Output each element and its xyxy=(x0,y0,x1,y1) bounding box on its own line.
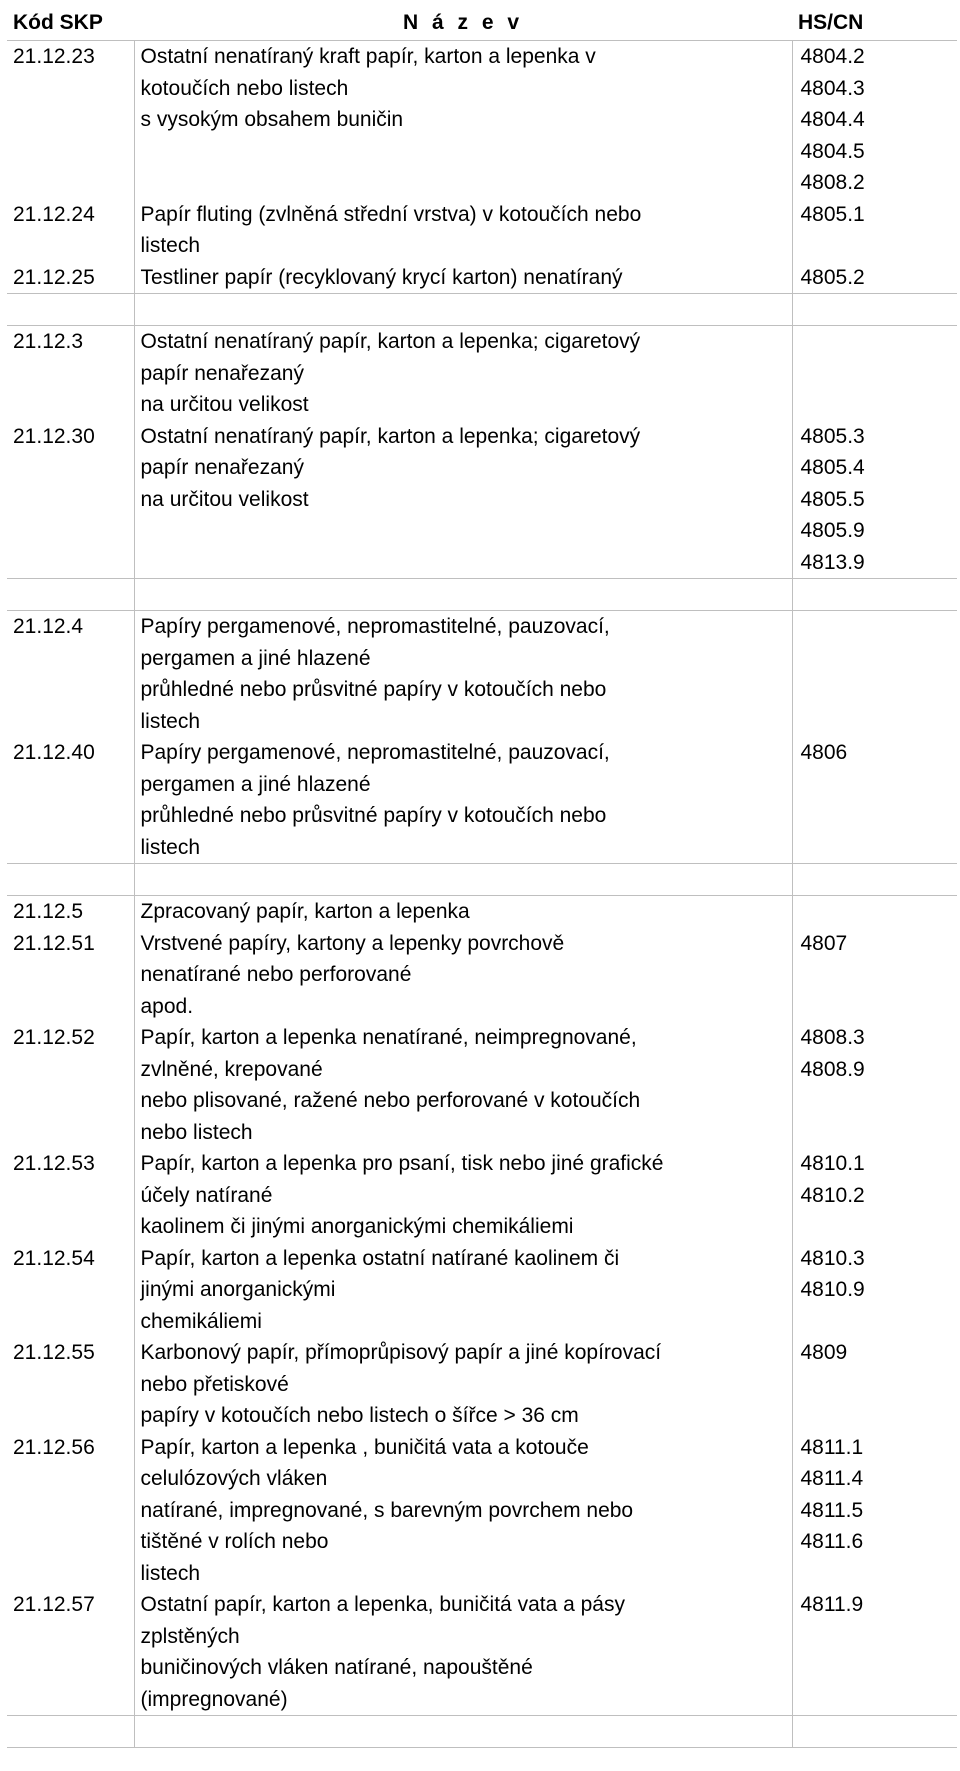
name-line: zvlněné, krepované xyxy=(140,1057,323,1081)
hs-code: 4808.9 xyxy=(800,1057,865,1081)
name-line: Papíry pergamenové, nepromastitelné, pauzovací, xyxy=(140,741,610,764)
table-row xyxy=(7,262,957,294)
name-cell xyxy=(134,1589,792,1716)
skp-code-cell: 21.12.51 xyxy=(7,928,134,1023)
hs-cn-cell xyxy=(792,1243,957,1338)
name-line: Zpracovaný papír, karton a lepenka xyxy=(140,900,470,923)
name-line: listech xyxy=(140,835,201,859)
hs-code: 4810.3 xyxy=(800,1246,865,1270)
table-row xyxy=(7,326,957,421)
name-line: pergamen a jiné hlazené xyxy=(140,646,371,670)
empty-cell xyxy=(7,864,134,896)
name-line: papíry v kotoučích nebo listech o šířce > 36 cm xyxy=(140,1404,579,1427)
separator-row xyxy=(7,864,957,896)
hs-code: 4807 xyxy=(800,931,848,955)
hs-code: 4805.5 xyxy=(800,487,865,511)
name-line: Ostatní papír, karton a lepenka, buničitá vata a pásy xyxy=(140,1593,625,1616)
classification-table-page xyxy=(7,6,957,1748)
name-line: Vrstvené papíry, kartony a lepenky povrchově xyxy=(140,931,565,955)
empty-cell xyxy=(134,864,792,896)
name-line: pergamen a jiné hlazené xyxy=(140,772,371,796)
table-row xyxy=(7,1589,957,1716)
name-line: Ostatní nenatíraný kraft papír, karton a lepenka v xyxy=(140,45,596,68)
hs-cn-cell xyxy=(792,896,957,928)
name-line: nebo přetiskové xyxy=(140,1372,289,1396)
separator-row xyxy=(7,579,957,611)
hs-code: 4804.4 xyxy=(800,108,865,131)
name-cell xyxy=(134,896,792,928)
table-row xyxy=(7,737,957,864)
name-line: natírané, impregnované, s barevným povrchem nebo xyxy=(140,1498,634,1522)
hs-code: 4810.9 xyxy=(800,1278,865,1301)
empty-cell xyxy=(792,294,957,326)
empty-cell xyxy=(792,579,957,611)
name-cell xyxy=(134,737,792,864)
header-name: N á z e v xyxy=(134,6,792,41)
hs-code: 4805.4 xyxy=(800,456,865,479)
skp-code-cell: 21.12.4 xyxy=(7,611,134,738)
name-line: listech xyxy=(140,1561,201,1585)
name-line: účely natírané xyxy=(140,1183,273,1207)
name-cell xyxy=(134,262,792,294)
name-cell xyxy=(134,1148,792,1243)
separator-row xyxy=(7,294,957,326)
name-line: na určitou velikost xyxy=(140,487,309,511)
name-line: Ostatní nenatíraný papír, karton a lepenka; cigaretový xyxy=(140,330,641,353)
skp-code-cell: 21.12.57 xyxy=(7,1589,134,1716)
skp-code-cell: 21.12.55 xyxy=(7,1337,134,1432)
hs-code: 4804.3 xyxy=(800,76,865,100)
hs-cn-cell xyxy=(792,1432,957,1590)
hs-code: 4808.3 xyxy=(800,1026,865,1049)
hs-code: 4810.2 xyxy=(800,1183,865,1207)
hs-cn-cell xyxy=(792,1589,957,1716)
hs-cn-cell xyxy=(792,1337,957,1432)
skp-code-cell: 21.12.24 xyxy=(7,199,134,262)
classification-table xyxy=(7,6,957,1748)
hs-code: 4811.6 xyxy=(800,1530,864,1553)
name-line: průhledné nebo průsvitné papíry v kotoučích nebo xyxy=(140,678,607,701)
table-row xyxy=(7,1243,957,1338)
empty-cell xyxy=(7,294,134,326)
hs-cn-cell xyxy=(792,421,957,579)
hs-code: 4809 xyxy=(800,1341,848,1364)
name-cell xyxy=(134,199,792,262)
hs-code: 4813.9 xyxy=(800,550,865,574)
name-line: Papír, karton a lepenka pro psaní, tisk nebo jiné grafické xyxy=(140,1152,664,1175)
table-row xyxy=(7,928,957,1023)
name-line: Papír fluting (zvlněná střední vrstva) v kotoučích nebo xyxy=(140,202,642,226)
name-line: zplstěných xyxy=(140,1624,240,1648)
name-line: listech xyxy=(140,709,201,733)
name-line: kaolinem či jinými anorganickými chemikáliemi xyxy=(140,1215,574,1238)
name-line: Karbonový papír, přímoprůpisový papír a jiné kopírovací xyxy=(140,1341,662,1364)
name-line: (impregnované) xyxy=(140,1687,288,1711)
hs-code: 4804.5 xyxy=(800,139,865,163)
hs-code: 4811.1 xyxy=(800,1435,864,1459)
hs-code: 4811.9 xyxy=(800,1593,864,1616)
name-cell xyxy=(134,326,792,421)
skp-code-cell: 21.12.56 xyxy=(7,1432,134,1590)
skp-code-cell: 21.12.23 xyxy=(7,41,134,199)
name-line: průhledné nebo průsvitné papíry v kotoučích nebo xyxy=(140,804,607,827)
hs-code: 4810.1 xyxy=(800,1152,865,1175)
empty-cell xyxy=(134,1716,792,1748)
empty-cell xyxy=(792,1716,957,1748)
name-cell xyxy=(134,611,792,738)
table-row xyxy=(7,611,957,738)
name-line: Papír, karton a lepenka ostatní natírané kaolinem či xyxy=(140,1246,620,1270)
name-cell xyxy=(134,421,792,579)
table-body xyxy=(7,41,957,1748)
name-line: Papíry pergamenové, nepromastitelné, pauzovací, xyxy=(140,615,610,638)
name-line: Papír, karton a lepenka , buničitá vata a kotouče xyxy=(140,1435,589,1459)
empty-cell xyxy=(134,294,792,326)
hs-cn-cell xyxy=(792,1148,957,1243)
hs-code: 4805.1 xyxy=(800,202,865,226)
hs-code: 4806 xyxy=(800,741,848,764)
name-line: kotoučích nebo listech xyxy=(140,76,349,100)
hs-cn-cell xyxy=(792,41,957,199)
name-cell xyxy=(134,1432,792,1590)
skp-code-cell: 21.12.3 xyxy=(7,326,134,421)
name-line: jinými anorganickými xyxy=(140,1278,336,1301)
name-line: chemikáliemi xyxy=(140,1309,262,1333)
hs-cn-cell xyxy=(792,611,957,738)
hs-code: 4811.5 xyxy=(800,1498,864,1522)
empty-cell xyxy=(7,1716,134,1748)
name-line: s vysokým obsahem buničin xyxy=(140,108,404,131)
hs-code: 4804.2 xyxy=(800,45,865,68)
separator-row xyxy=(7,1716,957,1748)
hs-cn-cell xyxy=(792,737,957,864)
table-row xyxy=(7,1148,957,1243)
name-cell xyxy=(134,928,792,1023)
skp-code-cell: 21.12.25 xyxy=(7,262,134,294)
name-line: nebo plisované, ražené nebo perforované v kotoučích xyxy=(140,1089,641,1112)
skp-code-cell: 21.12.54 xyxy=(7,1243,134,1338)
skp-code-cell: 21.12.40 xyxy=(7,737,134,864)
skp-code-cell: 21.12.30 xyxy=(7,421,134,579)
name-line: papír nenařezaný xyxy=(140,456,304,479)
name-line: Papír, karton a lepenka nenatírané, neimpregnované, xyxy=(140,1026,637,1049)
table-row xyxy=(7,1432,957,1590)
name-line: buničinových vláken natírané, napouštěné xyxy=(140,1656,533,1679)
name-cell xyxy=(134,1022,792,1148)
table-row xyxy=(7,1337,957,1432)
skp-code-cell: 21.12.52 xyxy=(7,1022,134,1148)
name-line: apod. xyxy=(140,994,194,1018)
hs-cn-cell xyxy=(792,1022,957,1148)
table-row xyxy=(7,199,957,262)
name-line: tištěné v rolích nebo xyxy=(140,1530,329,1553)
table-row xyxy=(7,1022,957,1148)
name-line: na určitou velikost xyxy=(140,393,309,416)
header-hs: HS/CN xyxy=(792,6,957,41)
name-line: listech xyxy=(140,234,201,257)
name-line: papír nenařezaný xyxy=(140,361,304,385)
name-cell xyxy=(134,1337,792,1432)
table-header-row xyxy=(7,6,957,41)
name-line: celulózových vláken xyxy=(140,1467,328,1490)
hs-cn-cell xyxy=(792,199,957,262)
table-row xyxy=(7,421,957,579)
name-line: Ostatní nenatíraný papír, karton a lepenka; cigaretový xyxy=(140,424,641,448)
skp-code-cell: 21.12.53 xyxy=(7,1148,134,1243)
table-row xyxy=(7,896,957,928)
name-line: nebo listech xyxy=(140,1120,253,1144)
empty-cell xyxy=(134,579,792,611)
hs-code: 4805.9 xyxy=(800,519,865,542)
hs-code: 4808.2 xyxy=(800,171,865,194)
name-cell xyxy=(134,1243,792,1338)
hs-cn-cell xyxy=(792,326,957,421)
hs-cn-cell xyxy=(792,928,957,1023)
name-line: nenatírané nebo perforované xyxy=(140,963,412,986)
hs-code: 4805.2 xyxy=(800,265,865,289)
skp-code-cell: 21.12.5 xyxy=(7,896,134,928)
name-cell xyxy=(134,41,792,199)
hs-cn-cell xyxy=(792,262,957,294)
hs-code: 4805.3 xyxy=(800,424,865,448)
empty-cell xyxy=(792,864,957,896)
hs-code: 4811.4 xyxy=(800,1467,864,1490)
empty-cell xyxy=(7,579,134,611)
header-code: Kód SKP xyxy=(7,6,134,41)
table-row xyxy=(7,41,957,199)
name-line: Testliner papír (recyklovaný krycí karton) nenatíraný xyxy=(140,265,623,289)
